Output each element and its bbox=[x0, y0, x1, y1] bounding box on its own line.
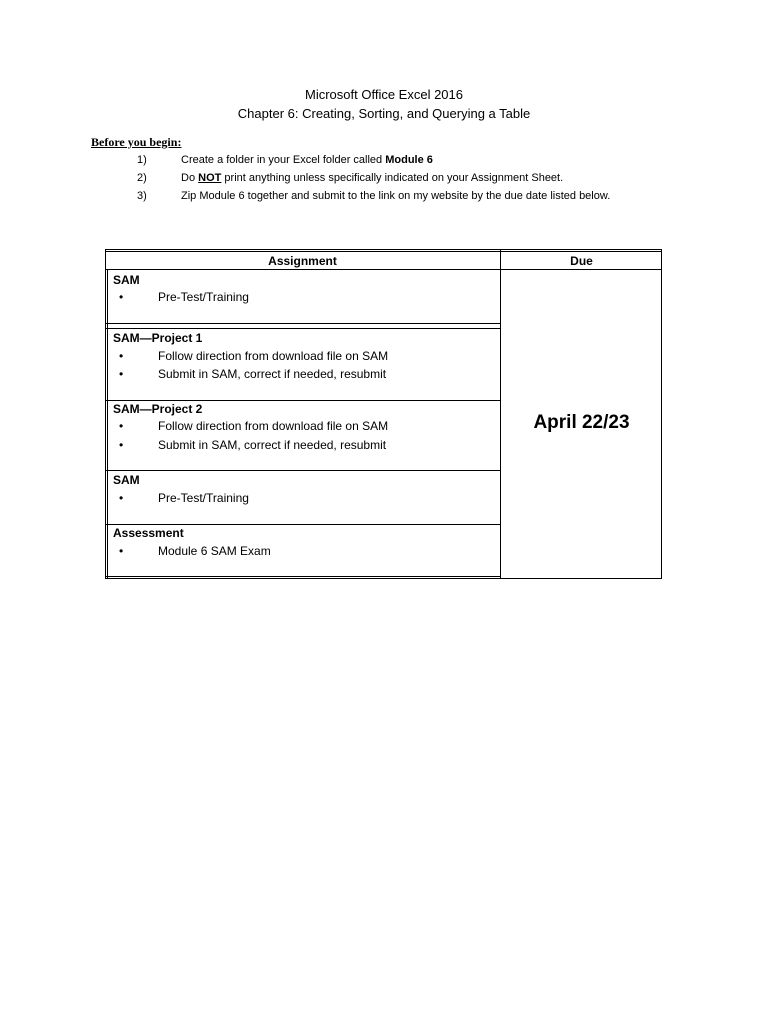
row-heading: SAM—Project 1 bbox=[113, 331, 203, 345]
row-heading: SAM bbox=[113, 273, 140, 287]
step-text: Create a folder in your Excel folder called Module 6 bbox=[181, 154, 433, 166]
step-text: Do NOT print anything unless specifically indicated on your Assignment Sheet. bbox=[181, 172, 564, 184]
step-number: 3) bbox=[137, 190, 147, 202]
row-divider bbox=[105, 400, 501, 401]
row-heading: Assessment bbox=[113, 526, 184, 540]
table-border bbox=[105, 251, 662, 252]
row-divider bbox=[105, 524, 501, 525]
row-divider bbox=[105, 328, 501, 329]
step-number: 2) bbox=[137, 172, 147, 184]
due-date: April 22/23 bbox=[533, 412, 630, 433]
step-number: 1) bbox=[137, 154, 147, 166]
column-header-assignment: Assignment bbox=[268, 254, 337, 268]
row-divider bbox=[105, 576, 501, 577]
chapter-title: Chapter 6: Creating, Sorting, and Querying a Table bbox=[237, 106, 531, 121]
column-header-due: Due bbox=[570, 254, 593, 268]
table-border bbox=[105, 269, 662, 270]
table-border bbox=[107, 270, 108, 579]
row-divider bbox=[105, 470, 501, 471]
row-heading: SAM—Project 2 bbox=[113, 402, 203, 416]
before-you-begin-heading: Before you begin: bbox=[91, 135, 182, 149]
document-title: Microsoft Office Excel 2016 bbox=[305, 87, 463, 102]
row-divider bbox=[105, 323, 501, 324]
step-text: Zip Module 6 together and submit to the link on my website by the due date listed below. bbox=[181, 190, 611, 202]
row-heading: SAM bbox=[113, 473, 140, 487]
